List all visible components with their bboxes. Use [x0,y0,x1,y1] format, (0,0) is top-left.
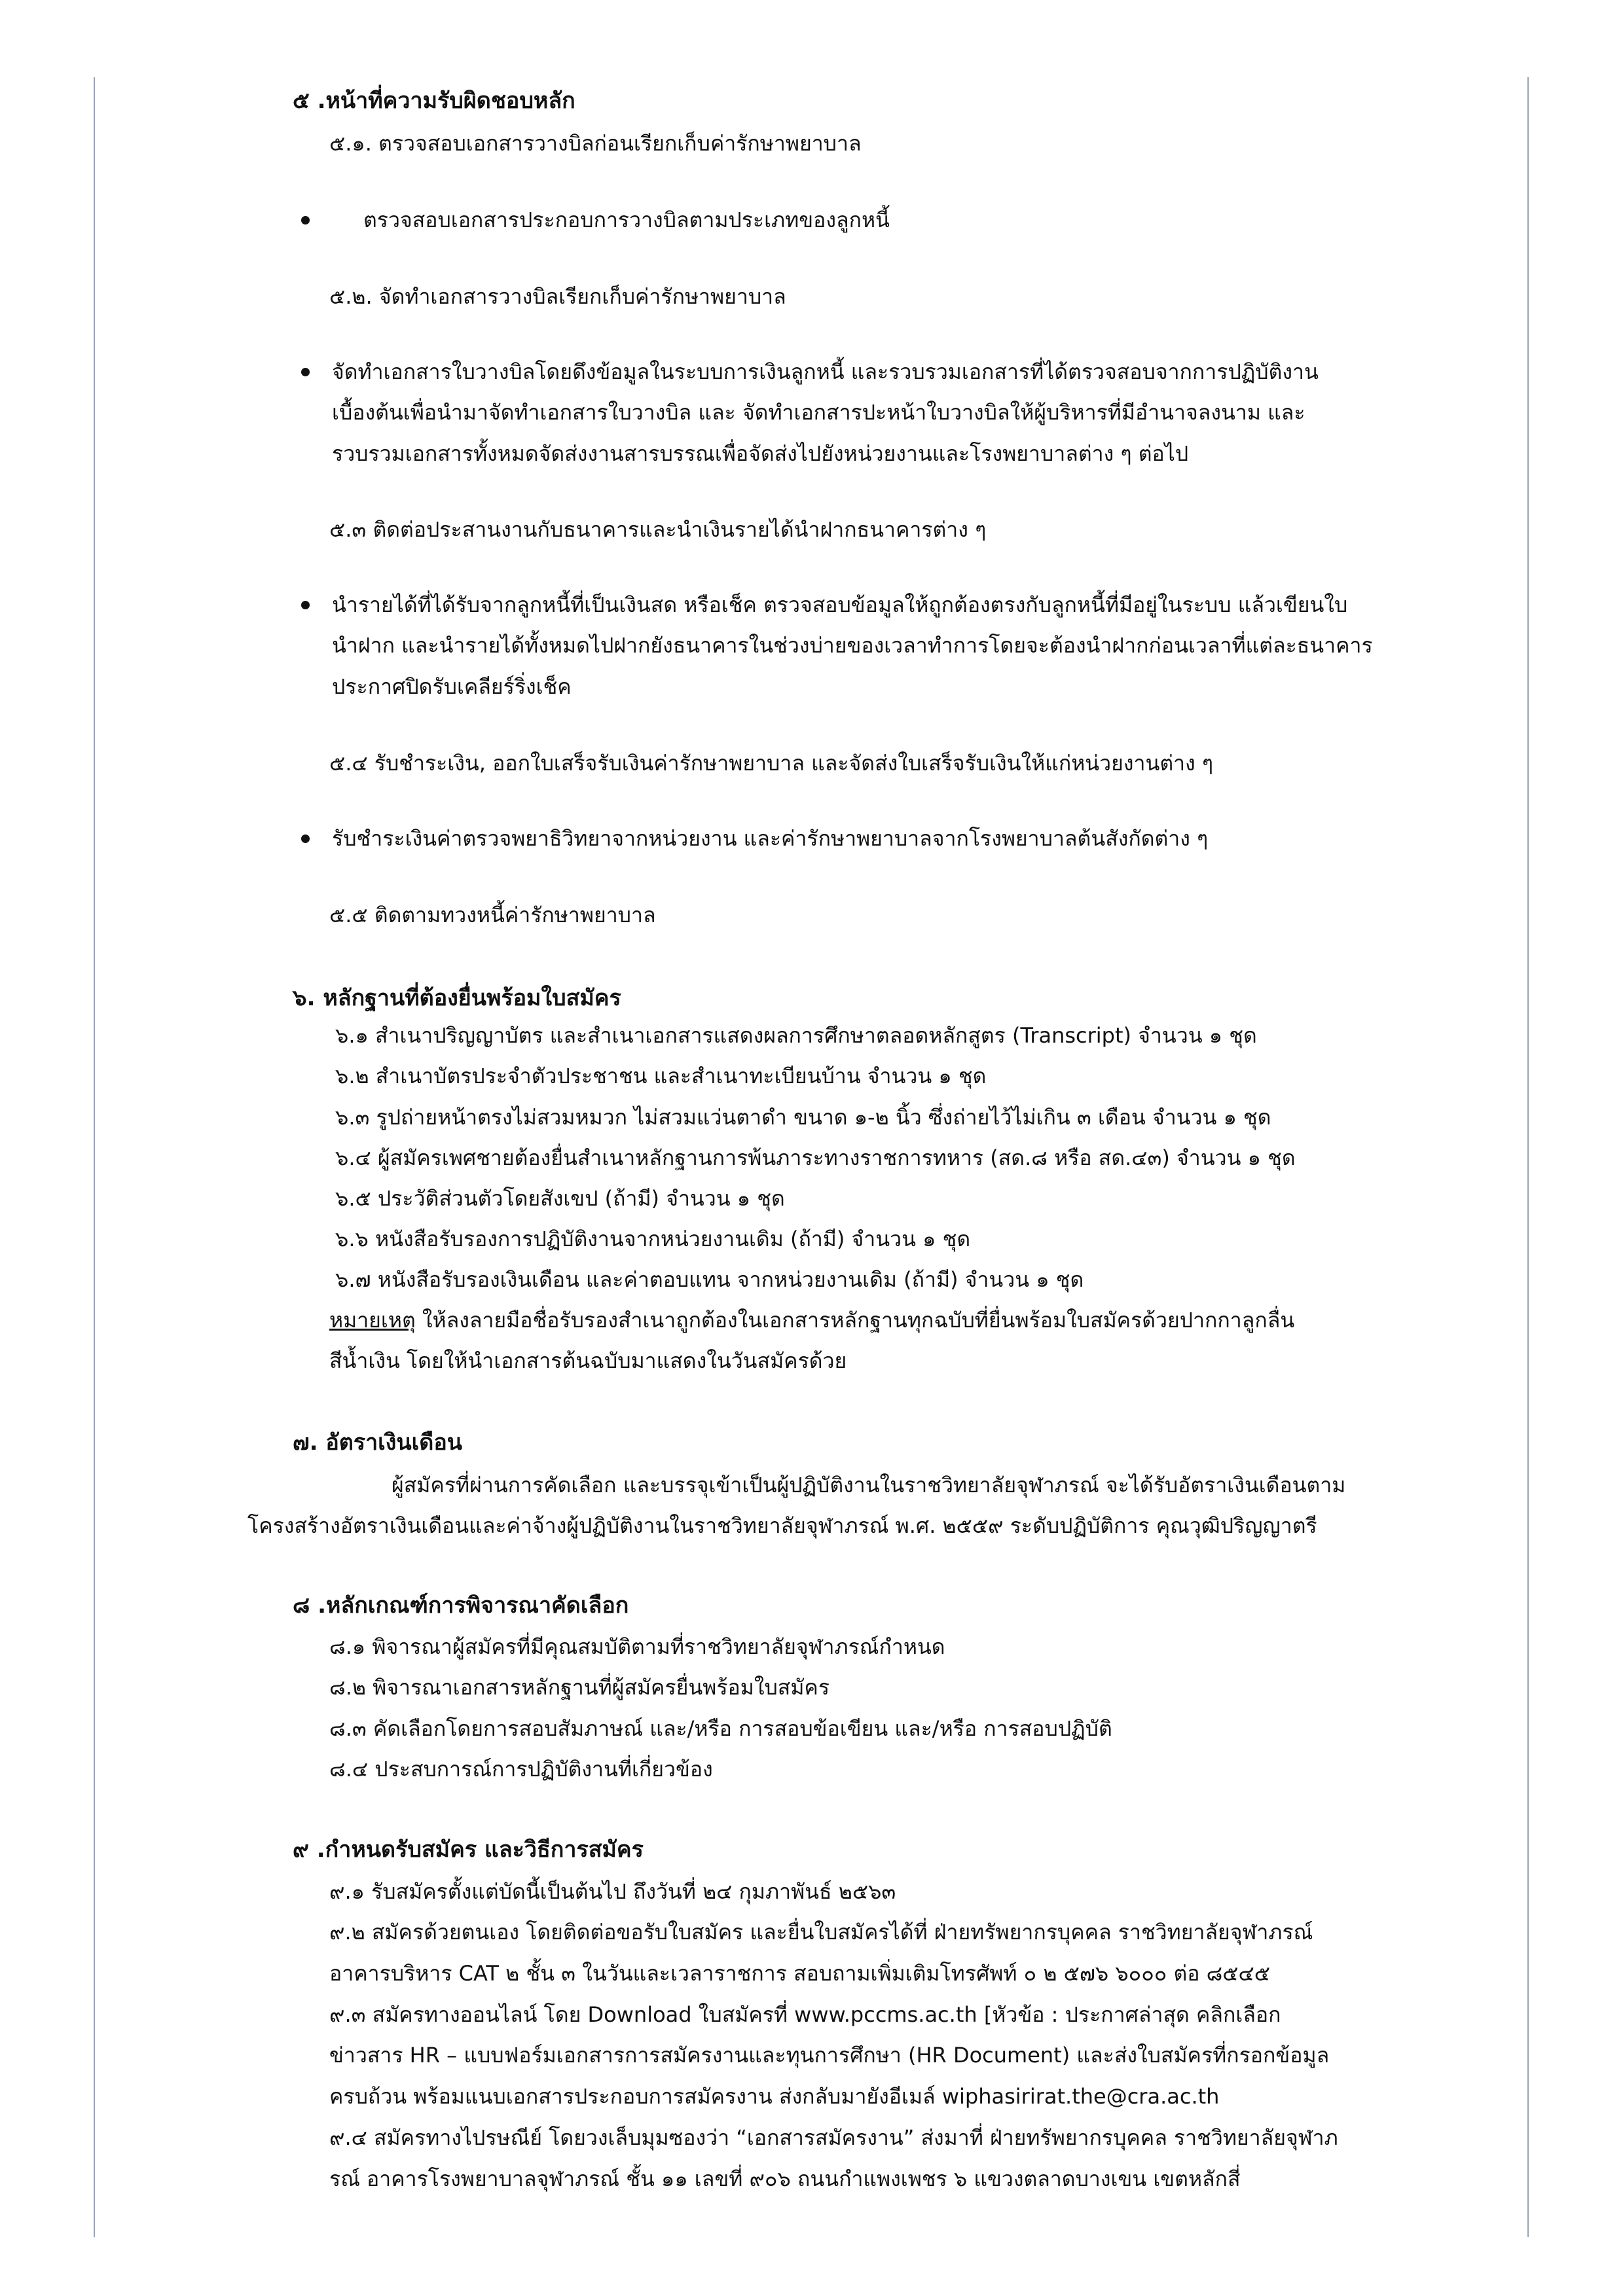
apply-text-line: อาคารบริหาร CAT ๒ ชั้น ๓ ในวันและเวลาราชการ สอบถามเพิ่มเติมโทรศัพท์ ๐ ๒ ๕๗๖ ๖๐๐๐ ต่อ ๘๕๔๕ [329,1961,1270,1986]
apply-text-line: ครบถ้วน พร้อมแนบเอกสารประกอบการสมัครงาน ส่งกลับมายังอีเมล์ wiphasirirat.the@cra.ac.th [329,2084,1220,2109]
bullet-icon [301,216,310,224]
apply-text-line: ๙.๔ สมัครทางไปรษณีย์ โดยวงเล็บมุมซองว่า “เอกสารสมัครงาน” ส่งมาที่ ฝ่ายทรัพยากรบุคคล ราชวิทยาลัยจุฬาภ [329,2125,1338,2150]
section-9-heading: ๙ .กำหนดรับสมัคร และวิธีการสมัคร [293,1837,644,1863]
item-5-5: ๕.๕ ติดตามทวงหนี้ค่ารักษาพยาบาล [329,903,656,927]
apply-text-line: ๙.๓ สมัครทางออนไลน์ โดย Download ใบสมัครที่ www.pccms.ac.th [หัวข้อ : ประกาศล่าสุด คลิกเลือก [329,2002,1281,2027]
criteria-item: ๘.๓ คัดเลือกโดยการสอบสัมภาษณ์ และ/หรือ การสอบข้อเขียน และ/หรือ การสอบปฏิบัติ [329,1716,1112,1741]
section-6-heading: ๖. หลักฐานที่ต้องยื่นพร้อมใบสมัคร [293,985,621,1011]
item-5-4: ๕.๔ รับชำระเงิน, ออกใบเสร็จรับเงินค่ารักษาพยาบาล และจัดส่งใบเสร็จรับเงินให้แก่หน่วยงานต่าง ๆ [329,751,1214,776]
item-5-3: ๕.๓ ติดต่อประสานงานกับธนาคารและนำเงินรายได้นำฝากธนาคารต่าง ๆ [329,517,987,542]
section-5-heading: ๕ .หน้าที่ความรับผิดชอบหลัก [293,88,575,114]
bullet-icon [301,601,310,609]
doc-list-item: ๖.๗ หนังสือรับรองเงินเดือน และค่าตอบแทน จากหน่วยงานเดิม (ถ้ามี) จำนวน ๑ ชุด [335,1267,1084,1292]
item-5-2-detail-line: เบื้องต้นเพื่อนำมาจัดทำเอกสารใบวางบิล และ จัดทำเอกสารปะหน้าใบวางบิลให้ผู้บริหารที่มีอำนาจลงนาม และ [332,400,1305,425]
criteria-item: ๘.๔ ประสบการณ์การปฏิบัติงานที่เกี่ยวข้อง [329,1757,713,1782]
doc-list-item: ๖.๖ หนังสือรับรองการปฏิบัติงานจากหน่วยงานเดิม (ถ้ามี) จำนวน ๑ ชุด [335,1227,971,1251]
doc-list-item: ๖.๔ ผู้สมัครเพศชายต้องยื่นสำเนาหลักฐานการพ้นภาระทางราชการทหาร (สด.๘ หรือ สด.๔๓) จำนวน ๑ ชุด [335,1145,1296,1170]
criteria-item: ๘.๒ พิจารณาเอกสารหลักฐานที่ผู้สมัครยื่นพร้อมใบสมัคร [329,1675,830,1700]
apply-text-line: รณ์ อาคารโรงพยาบาลจุฬาภรณ์ ชั้น ๑๑ เลขที่ ๙๐๖ ถนนกำแพงเพชร ๖ แขวงตลาดบางเขน เขตหลักสี่ [329,2166,1241,2191]
note-line-2: สีน้ำเงิน โดยให้นำเอกสารต้นฉบับมาแสดงในวันสมัครด้วย [329,1348,847,1373]
note-text: ให้ลงลายมือชื่อรับรองสำเนาถูกต้องในเอกสารหลักฐานทุกฉบับที่ยื่นพร้อมใบสมัครด้วยปากกาลูกลื่น [415,1308,1295,1333]
note-line [329,1307,1294,1333]
criteria-item: ๘.๑ พิจารณาผู้สมัครที่มีคุณสมบัติตามที่ราชวิทยาลัยจุฬาภรณ์กำหนด [329,1634,945,1659]
section-7-heading: ๗. อัตราเงินเดือน [293,1429,463,1456]
bullet-icon [301,834,310,843]
bullet-icon [301,368,310,376]
doc-list-item: ๖.๕ ประวัติส่วนตัวโดยสังเขป (ถ้ามี) จำนวน ๑ ชุด [335,1186,785,1211]
apply-text-line: ๙.๒ สมัครด้วยตนเอง โดยติดต่อขอรับใบสมัคร และยื่นใบสมัครได้ที่ ฝ่ายทรัพยากรบุคคล ราชวิทยาลัยจุฬาภรณ์ [329,1920,1313,1945]
item-5-4-detail: รับชำระเงินค่าตรวจพยาธิวิทยาจากหน่วยงาน และค่ารักษาพยาบาลจากโรงพยาบาลต้นสังกัดต่าง ๆ [332,826,1209,851]
item-5-3-detail-line: นำรายได้ที่ได้รับจากลูกหนี้ที่เป็นเงินสด หรือเช็ค ตรวจสอบข้อมูลให้ถูกต้องตรงกับลูกหนี้ที่มีอยู่ในระบบ แล้วเขียนใบ [332,592,1348,617]
item-5-2: ๕.๒. จัดทำเอกสารวางบิลเรียกเก็บค่ารักษาพยาบาล [329,284,786,309]
apply-text-line: ๙.๑ รับสมัครตั้งแต่บัดนี้เป็นต้นไป ถึงวันที่ ๒๔ กุมภาพันธ์ ๒๕๖๓ [329,1879,896,1904]
note-label: หมายเหตุ [329,1308,416,1333]
section-8-heading: ๘ .หลักเกณฑ์การพิจารณาคัดเลือก [293,1592,629,1619]
item-5-2-detail-line: รวบรวมเอกสารทั้งหมดจัดส่งงานสารบรรณเพื่อจัดส่งไปยังหน่วยงานและโรงพยาบาลต่าง ๆ ต่อไป [332,441,1189,466]
doc-list-item: ๖.๒ สำเนาบัตรประจำตัวประชาชน และสำเนาทะเบียนบ้าน จำนวน ๑ ชุด [335,1064,987,1088]
item-5-3-detail-line: ประกาศปิดรับเคลียร์ริ่งเช็ค [332,674,572,699]
item-5-3-detail-line: นำฝาก และนำรายได้ทั้งหมดไปฝากยังธนาคารในช่วงบ่ายของเวลาทำการโดยจะต้องนำฝากก่อนเวลาที่แต่ละธนาคาร [332,633,1373,658]
item-5-1: ๕.๑. ตรวจสอบเอกสารวางบิลก่อนเรียกเก็บค่ารักษาพยาบาล [329,131,862,156]
doc-list-item: ๖.๑ สำเนาปริญญาบัตร และสำเนาเอกสารแสดงผลการศึกษาตลอดหลักสูตร (Transcript) จำนวน ๑ ชุด [335,1023,1257,1048]
salary-text-line: ผู้สมัครที่ผ่านการคัดเลือก และบรรจุเข้าเป็นผู้ปฏิบัติงานในราชวิทยาลัยจุฬาภรณ์ จะได้รับอัตราเงินเดือนตาม [392,1473,1346,1498]
right-margin-rule [1527,77,1529,2237]
salary-text-line: โครงสร้างอัตราเงินเดือนและค่าจ้างผู้ปฏิบัติงานในราชวิทยาลัยจุฬาภรณ์ พ.ศ. ๒๕๕๙ ระดับปฏิบัติการ คุณวุฒิปริญญาตรี [247,1513,1317,1538]
apply-text-line: ข่าวสาร HR – แบบฟอร์มเอกสารการสมัครงานและทุนการศึกษา (HR Document) และส่งใบสมัครที่กรอกข้อมูล [329,2043,1330,2068]
doc-list-item: ๖.๓ รูปถ่ายหน้าตรงไม่สวมหมวก ไม่สวมแว่นตาดำ ขนาด ๑-๒ นิ้ว ซึ่งถ่ายไว้ไม่เกิน ๓ เดือน จำนวน ๑ ชุด [335,1105,1271,1130]
item-5-1-detail: ตรวจสอบเอกสารประกอบการวางบิลตามประเภทของลูกหนี้ [363,207,890,232]
left-margin-rule [94,77,95,2237]
item-5-2-detail-line: จัดทำเอกสารใบวางบิลโดยดึงข้อมูลในระบบการเงินลูกหนี้ และรวบรวมเอกสารที่ได้ตรวจสอบจากการปฏิบัติงาน [332,359,1319,384]
